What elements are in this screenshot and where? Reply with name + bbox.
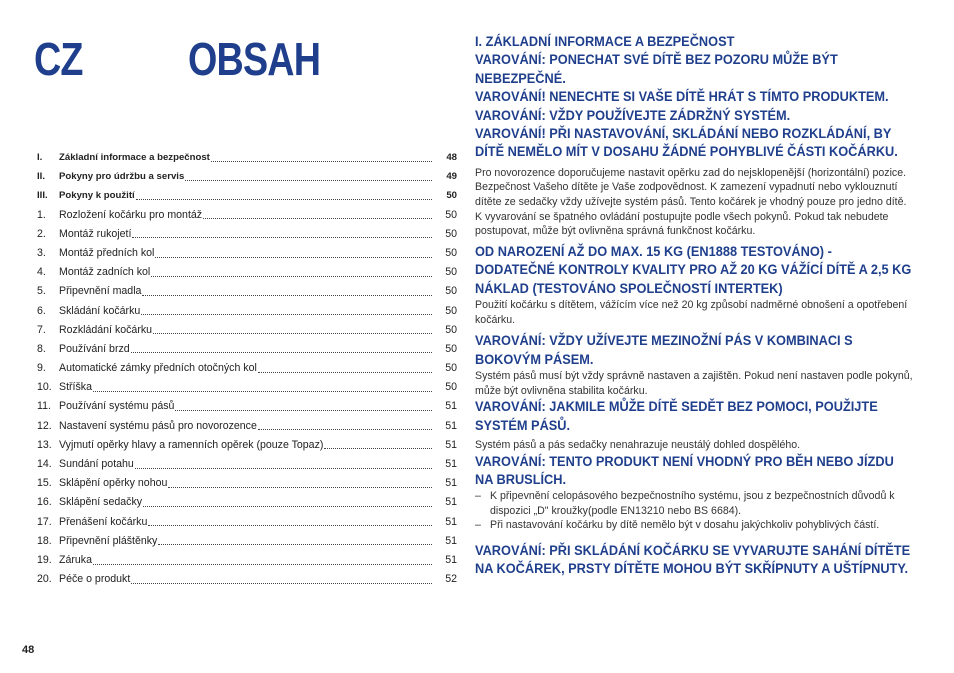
toc-entry [37,474,457,493]
toc-page-number: 50 [445,362,457,375]
toc-number: 14. [37,458,52,470]
toc-label: Sklápění sedačky [59,496,143,509]
toc-number: 7. [37,323,46,336]
body-paragraph: Pro novorozence doporučujeme nastavit opěrku zad do nejsklopenější (horizontální) pozice. Bezpečnost Vašeho dítěte je Vaše zodpovědnost. K zamezení vypadnutí nebo vyklouznutí dítěte ze sedačky vždy užívejte systém pásů. Tento kočárek je vhodný pouze pro jedno dítě. K vyvarování se špatného ovládání postupujte podle všech pokynů. Pokud tak nebudete postupovat, může být ovlivněna správná funkčnost kočárku. [475,166,907,238]
toc-page-number: 50 [445,227,457,240]
toc-leader-dots [93,390,432,392]
toc-label: Záruka [59,553,92,566]
toc-label: Používání systému pásů [59,400,175,413]
toc-page-number: 50 [445,246,457,259]
toc-leader-dots [258,371,432,373]
toc-leader-dots [155,256,432,258]
toc-label: Montáž předních kol [59,246,155,259]
toc-entry [37,513,457,532]
toc-leader-dots [168,486,432,488]
warning-heading: VAROVÁNÍ: VŽDY POUŽÍVEJTE ZÁDRŽNÝ SYSTÉM. [475,107,791,124]
toc-number: 9. [37,362,46,375]
safety-section [475,33,915,579]
toc-label: Sundání potahu [59,458,134,470]
toc-label: Pokyny pro údržbu a servis [59,171,185,183]
toc-number: 1. [37,208,46,221]
toc-leader-dots [141,313,432,315]
toc-number: III. [37,190,48,202]
toc-number: 12. [37,419,52,432]
toc-entry [37,186,457,205]
toc-leader-dots [131,582,432,584]
toc-entry [37,321,457,340]
warning-heading: VAROVÁNÍ! PŘI NASTAVOVÁNÍ, SKLÁDÁNÍ NEBO ROZKLÁDÁNÍ, BY DÍTĚ NEMĚLO MÍT V DOSAHU ŽÁDNÉ POHYBLIVÉ ČÁSTI KOČÁRKU. [475,126,898,161]
toc-entry [37,436,457,455]
warning-heading: VAROVÁNÍ: VŽDY UŽÍVEJTE MEZINOŽNÍ PÁS V KOMBINACI S BOKOVÝM PÁSEM. [475,333,853,368]
toc-leader-dots [324,447,432,449]
toc-number: 11. [37,400,51,413]
toc-number: 10. [37,381,52,394]
toc-page-number: 51 [445,477,457,490]
warning-heading: OD NAROZENÍ AŽ DO MAX. 15 KG (EN1888 TESTOVÁNO) - DODATEČNÉ KONTROLY KVALITY PRO AŽ 20 KG VÁŽÍCÍ DÍTĚ A 2,5 KG NÁKLAD (TESTOVÁNO SPOLEČNOSTÍ INTERTEK) [475,243,912,297]
toc-page-number: 50 [445,323,457,336]
toc-entry [37,206,457,225]
toc-entry [37,417,457,436]
toc-number: 8. [37,342,46,355]
dash-marker: – [475,490,481,503]
toc-leader-dots [136,198,432,200]
toc-entry [37,302,457,321]
toc-entry [37,551,457,570]
section-heading: I. ZÁKLADNÍ INFORMACE A BEZPEČNOST [475,34,735,50]
toc-number: 2. [37,227,46,240]
toc-entry [37,570,457,589]
toc-leader-dots [175,409,432,411]
toc-number: 3. [37,246,46,259]
toc-leader-dots [142,294,432,296]
body-paragraph: Systém pásů musí být vždy správně nastaven a zajištěn. Pokud není nastaven podle pokynů, může být ovlivněna stabilita kočárku. [475,370,913,397]
toc-page-number: 50 [445,285,457,298]
toc-entry [37,340,457,359]
toc-number: 4. [37,266,46,279]
toc-leader-dots [93,563,432,565]
toc-label: Sklápění opěrky nohou [59,477,168,490]
toc-page-number: 50 [445,208,457,221]
toc-label: Pokyny k použití [59,190,135,202]
toc-page-number: 51 [445,458,457,470]
toc-label: Připevnění madla [59,285,142,298]
toc-number: II. [37,171,45,183]
toc-leader-dots [258,428,432,430]
warning-heading: VAROVÁNÍ: PONECHAT SVÉ DÍTĚ BEZ POZORU MŮŽE BÝT NEBEZPEČNÉ. [475,52,838,87]
toc-label: Montáž rukojetí [59,227,132,240]
toc-leader-dots [148,524,432,526]
warning-heading: VAROVÁNÍ: PŘI SKLÁDÁNÍ KOČÁRKU SE VYVARUJTE SAHÁNÍ DÍTĚTE NA KOČÁREK, PRSTY DÍTĚTE MOHOU BÝT SKŘÍPNUTY A UŠTÍPNUTY. [475,543,911,578]
toc-number: 20. [37,573,52,586]
toc-label: Skládání kočárku [59,304,141,317]
toc-entry [37,532,457,551]
toc-number: 18. [37,534,52,547]
toc-number: 16. [37,496,52,509]
toc-label: Montáž zadních kol [59,266,151,279]
warning-heading: VAROVÁNÍ! NENECHTE SI VAŠE DÍTĚ HRÁT S TÍMTO PRODUKTEM. [475,89,889,106]
dash-marker: – [475,518,481,531]
toc-page-number: 51 [445,400,457,413]
toc-number: 17. [37,515,52,528]
toc-entry [37,397,457,416]
toc-leader-dots [185,179,432,181]
toc-entry [37,263,457,282]
toc-entry [37,493,457,512]
toc-page-number: 49 [446,171,457,183]
toc-label: Rozkládání kočárku [59,323,153,336]
toc-label: Stříška [59,381,92,394]
toc-label: Péče o produkt [59,573,131,586]
toc-label: Používání brzd [59,342,130,355]
toc-leader-dots [153,332,432,334]
toc-label: Nastavení systému pásů pro novorozence [59,419,257,432]
toc-label: Přenášení kočárku [59,515,148,528]
toc-page-number: 52 [445,573,457,586]
toc-entry [37,148,457,167]
warning-heading: VAROVÁNÍ: TENTO PRODUKT NENÍ VHODNÝ PRO BĚH NEBO JÍZDU NA BRUSLÍCH. [475,453,894,489]
toc-page-number: 51 [445,515,457,528]
toc-entry [37,225,457,244]
toc-number: 5. [37,285,46,298]
toc-number: 15. [37,477,52,490]
toc-page-number: 51 [445,419,457,432]
toc-page-number: 50 [445,381,457,394]
table-of-contents [37,148,457,589]
toc-entry [37,378,457,397]
toc-page-number: 50 [445,342,457,355]
page-title: OBSAH [188,33,321,85]
toc-entry [37,359,457,378]
toc-leader-dots [203,217,432,219]
body-paragraph: Systém pásů a pás sedačky nenahrazuje neustálý dohled dospělého. [475,439,801,452]
language-code: CZ [34,33,83,85]
toc-entry [37,244,457,263]
toc-number: 19. [37,553,52,566]
toc-leader-dots [211,160,432,162]
toc-page-number: 51 [445,496,457,509]
toc-page-number: 48 [446,152,457,163]
toc-leader-dots [143,505,432,507]
toc-page-number: 51 [445,438,457,451]
page-number: 48 [22,644,35,656]
list-item-text: Při nastavování kočárku by dítě nemělo být v dosahu jakýchkoliv pohyblivých částí. [490,518,880,531]
toc-entry [37,167,457,186]
toc-number: 13. [37,438,52,451]
toc-label: Vyjmutí opěrky hlavy a ramenních opěrek (pouze Topaz) [59,438,324,451]
toc-leader-dots [135,467,432,469]
toc-leader-dots [158,543,432,545]
dash-list [475,489,915,532]
toc-page-number: 51 [445,534,457,547]
toc-label: Připevnění pláštěnky [59,534,158,547]
list-item [475,489,915,517]
toc-page-number: 50 [445,266,457,279]
toc-leader-dots [131,351,432,353]
toc-label: Základní informace a bezpečnost [59,152,210,163]
toc-leader-dots [151,275,432,277]
warning-heading: VAROVÁNÍ: JAKMILE MŮŽE DÍTĚ SEDĚT BEZ POMOCI, POUŽIJTE SYSTÉM PÁSŮ. [475,399,878,434]
toc-number: 6. [37,304,46,317]
toc-page-number: 51 [445,553,457,566]
toc-entry [37,282,457,301]
toc-page-number: 50 [446,190,457,202]
list-item-text: K připevnění celopásového bezpečnostního systému, jsou z bezpečnostních důvodů k dispozici „D" kroužky(podle EN13210 nebo BS 6684). [490,490,895,517]
toc-label: Automatické zámky předních otočných kol [59,362,257,375]
body-paragraph: Použití kočárku s dítětem, vážícím více než 20 kg způsobí nadměrné obnošení a opotřebení kočárku. [475,299,908,326]
toc-leader-dots [132,236,432,238]
list-item [475,518,915,532]
toc-label: Rozložení kočárku pro montáž [59,208,203,221]
toc-number: I. [37,152,43,163]
toc-entry [37,455,457,474]
toc-page-number: 50 [445,304,457,317]
